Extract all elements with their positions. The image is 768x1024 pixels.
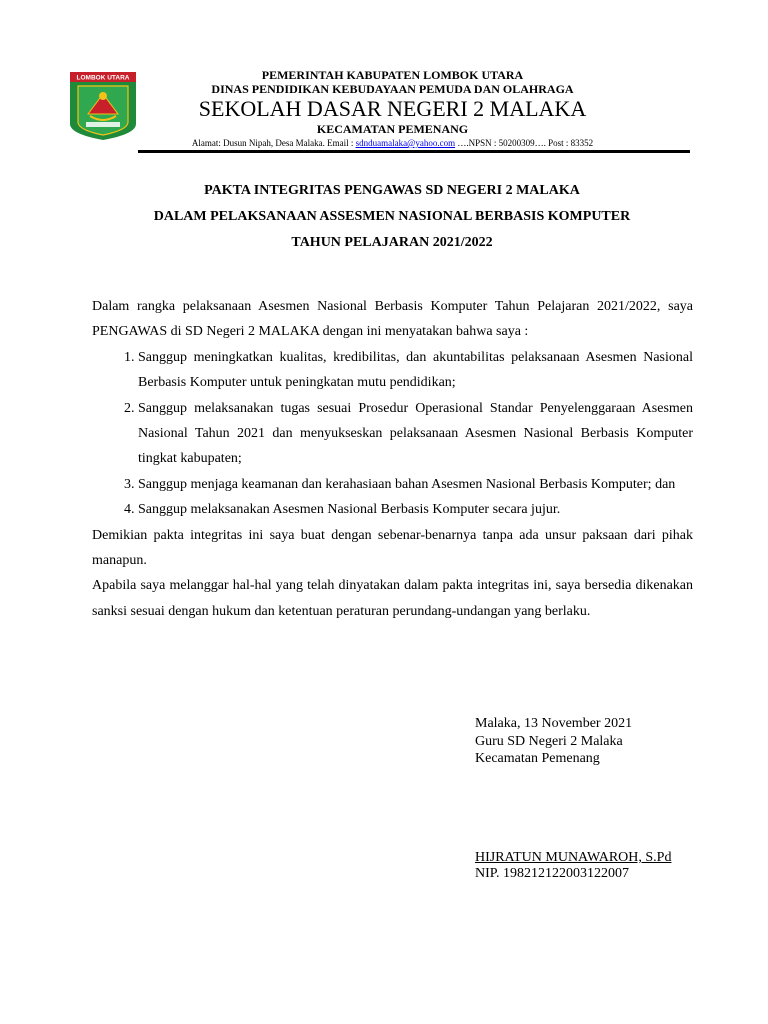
address-prefix: Alamat: Dusun Nipah, Desa Malaka. Email : xyxy=(191,138,354,148)
commitment-list xyxy=(92,345,693,523)
intro-paragraph: Dalam rangka pelaksanaan Asesmen Nasional Berbasis Komputer Tahun Pelajaran 2021/2022, saya PENGAWAS di SD Negeri 2 MALAKA dengan ini menyatakan bahwa saya : xyxy=(92,299,693,340)
closing-paragraph-2: Apabila saya melanggar hal-hal yang telah dinyatakan dalam pakta integritas ini, saya bersedia dikenakan sanksi sesuai dengan hukum dan ketentuan peraturan perundang-undangan yang berlaku. xyxy=(92,578,693,619)
title-line-1: PAKTA INTEGRITAS PENGAWAS SD NEGERI 2 MALAKA xyxy=(204,183,580,198)
signer-identity xyxy=(475,850,671,881)
commitment-item: 2. Sanggup melaksanakan tugas sesuai Prosedur Operasional Standar Penyelenggaraan Asesmen Nasional Tahun 2021 dan menyukseskan pelaksanaan Asesmen Nasional Berbasis Komputer tingkat kabupaten; xyxy=(138,396,693,472)
letterhead-district: KECAMATAN PEMENANG xyxy=(316,122,469,136)
letterhead xyxy=(140,68,645,149)
letterhead-address xyxy=(140,137,645,149)
commitment-item: 1. Sanggup meningkatkan kualitas, kredibilitas, dan akuntabilitas pelaksanaan Asesmen Nasional Berbasis Komputer untuk peningkatan mutu pendidikan; xyxy=(138,345,693,396)
letterhead-divider xyxy=(138,150,690,153)
document-body xyxy=(92,294,693,624)
place-date: Malaka, 13 November 2021 xyxy=(475,716,633,731)
letterhead-agency: DINAS PENDIDIKAN KEBUDAYAAN PEMUDA DAN OLAHRAGA xyxy=(211,82,574,96)
commitment-item: 3. Sanggup menjaga keamanan dan kerahasiaan bahan Asesmen Nasional Berbasis Komputer; dan xyxy=(138,472,693,497)
title-line-2: DALAM PELAKSANAAN ASSESMEN NASIONAL BERBASIS KOMPUTER xyxy=(153,209,631,224)
title-line-3: TAHUN PELAJARAN 2021/2022 xyxy=(291,235,493,250)
closing-paragraph-1: Demikian pakta integritas ini saya buat dengan sebenar-benarnya tanpa ada unsur paksaan dari pihak manapun. xyxy=(92,527,693,569)
signer-role: Guru SD Negeri 2 Malaka xyxy=(475,733,623,749)
letterhead-government: PEMERINTAH KABUPATEN LOMBOK UTARA xyxy=(261,68,524,82)
letterhead-school-name: SEKOLAH DASAR NEGERI 2 MALAKA xyxy=(198,96,587,121)
logo-text: LOMBOK UTARA xyxy=(76,74,130,82)
document-title xyxy=(80,178,704,256)
lombok-utara-logo xyxy=(70,72,136,140)
signature-block xyxy=(475,715,632,768)
email-link[interactable]: sdnduamalaka@yahoo.com xyxy=(355,138,456,148)
signer-district: Kecamatan Pemenang xyxy=(475,751,600,766)
address-suffix: ….NPSN : 50200309…. Post : 83352 xyxy=(457,138,594,148)
signer-nip: NIP. 198212122003122007 xyxy=(475,865,630,881)
signer-name: HIJRATUN MUNAWAROH, S.Pd xyxy=(475,850,672,865)
commitment-item: 4. Sanggup melaksanakan Asesmen Nasional Berbasis Komputer secara jujur. xyxy=(138,497,693,522)
